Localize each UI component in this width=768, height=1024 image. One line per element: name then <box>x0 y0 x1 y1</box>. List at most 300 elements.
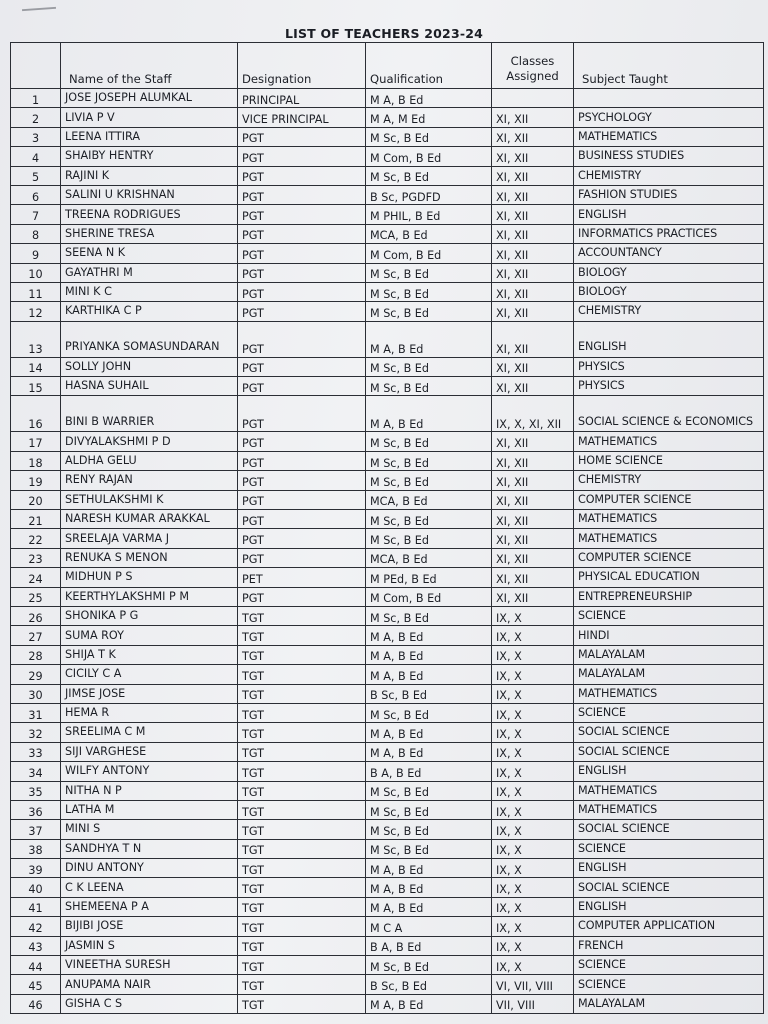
staff-name: SREELAJA VARMA J <box>61 529 238 548</box>
table-row <box>11 471 764 490</box>
designation: TGT <box>238 800 366 819</box>
table-row <box>11 665 764 684</box>
row-number: 1 <box>11 89 61 108</box>
table-row <box>11 396 764 432</box>
staff-name: JOSE JOSEPH ALUMKAL <box>61 89 238 108</box>
table-row <box>11 108 764 127</box>
subject-taught: ENGLISH <box>574 205 764 224</box>
designation: TGT <box>238 936 366 955</box>
designation: PGT <box>238 490 366 509</box>
classes-assigned: IX, X <box>492 742 574 761</box>
staff-name: LATHA M <box>61 800 238 819</box>
qualification: M Sc, B Ed <box>366 166 492 185</box>
subject-taught: MATHEMATICS <box>574 127 764 146</box>
subject-taught: SOCIAL SCIENCE <box>574 723 764 742</box>
classes-assigned: IX, X <box>492 703 574 722</box>
classes-assigned: IX, X, XI, XII <box>492 396 574 432</box>
classes-assigned: XI, XII <box>492 302 574 321</box>
qualification: M Com, B Ed <box>366 147 492 166</box>
table-row <box>11 645 764 664</box>
table-row <box>11 587 764 606</box>
staff-name: HASNA SUHAIL <box>61 377 238 396</box>
designation: TGT <box>238 917 366 936</box>
subject-taught: CHEMISTRY <box>574 302 764 321</box>
table-row <box>11 451 764 470</box>
table-row <box>11 936 764 955</box>
classes-assigned: XI, XII <box>492 529 574 548</box>
document-title: LIST OF TEACHERS 2023-24 <box>284 26 484 41</box>
row-number: 17 <box>11 432 61 451</box>
table-row <box>11 185 764 204</box>
classes-assigned: IX, X <box>492 684 574 703</box>
subject-taught: SOCIAL SCIENCE & ECONOMICS <box>574 396 764 432</box>
qualification: M A, B Ed <box>366 396 492 432</box>
table-row <box>11 377 764 396</box>
qualification: M Sc, B Ed <box>366 703 492 722</box>
subject-taught: CHEMISTRY <box>574 471 764 490</box>
classes-assigned: XI, XII <box>492 108 574 127</box>
col-header-designation: Designation <box>238 43 366 89</box>
staff-name: SHONIKA P G <box>61 606 238 625</box>
classes-assigned: IX, X <box>492 897 574 916</box>
classes-assigned: IX, X <box>492 606 574 625</box>
qualification: M Sc, B Ed <box>366 377 492 396</box>
designation: TGT <box>238 839 366 858</box>
classes-assigned: XI, XII <box>492 490 574 509</box>
classes-assigned: XI, XII <box>492 224 574 243</box>
subject-taught: MALAYALAM <box>574 645 764 664</box>
subject-taught: ENGLISH <box>574 859 764 878</box>
staff-name: SHIJA T K <box>61 645 238 664</box>
staff-name: NITHA N P <box>61 781 238 800</box>
qualification: M Sc, B Ed <box>366 471 492 490</box>
staff-name: SETHULAKSHMI K <box>61 490 238 509</box>
classes-assigned: IX, X <box>492 723 574 742</box>
classes-assigned: XI, XII <box>492 321 574 357</box>
designation: TGT <box>238 897 366 916</box>
subject-taught: SOCIAL SCIENCE <box>574 742 764 761</box>
qualification: M Sc, B Ed <box>366 451 492 470</box>
table-row <box>11 606 764 625</box>
table-row <box>11 127 764 146</box>
table-row <box>11 820 764 839</box>
table-row <box>11 897 764 916</box>
classes-assigned: XI, XII <box>492 205 574 224</box>
subject-taught: INFORMATICS PRACTICES <box>574 224 764 243</box>
qualification: M Sc, B Ed <box>366 510 492 529</box>
qualification: M Sc, B Ed <box>366 302 492 321</box>
table-row <box>11 302 764 321</box>
qualification: B A, B Ed <box>366 936 492 955</box>
table-row <box>11 490 764 509</box>
classes-assigned: IX, X <box>492 781 574 800</box>
designation: PGT <box>238 263 366 282</box>
row-number: 13 <box>11 321 61 357</box>
row-number: 10 <box>11 263 61 282</box>
row-number: 21 <box>11 510 61 529</box>
designation: TGT <box>238 606 366 625</box>
row-number: 39 <box>11 859 61 878</box>
table-row <box>11 703 764 722</box>
designation: TGT <box>238 878 366 897</box>
designation: PGT <box>238 396 366 432</box>
row-number: 5 <box>11 166 61 185</box>
subject-taught: COMPUTER SCIENCE <box>574 548 764 567</box>
designation: VICE PRINCIPAL <box>238 108 366 127</box>
designation: PGT <box>238 451 366 470</box>
subject-taught: MALAYALAM <box>574 665 764 684</box>
staff-name: VINEETHA SURESH <box>61 956 238 975</box>
classes-assigned: XI, XII <box>492 263 574 282</box>
classes-assigned: XI, XII <box>492 548 574 567</box>
subject-taught: SOCIAL SCIENCE <box>574 878 764 897</box>
classes-assigned: XI, XII <box>492 510 574 529</box>
subject-taught: SCIENCE <box>574 956 764 975</box>
staff-name: WILFY ANTONY <box>61 762 238 781</box>
subject-taught: MATHEMATICS <box>574 432 764 451</box>
table-header-row <box>11 43 764 89</box>
designation: TGT <box>238 781 366 800</box>
subject-taught: ENTREPRENEURSHIP <box>574 587 764 606</box>
subject-taught: COMPUTER APPLICATION <box>574 917 764 936</box>
designation: PGT <box>238 166 366 185</box>
row-number: 14 <box>11 357 61 376</box>
classes-assigned: XI, XII <box>492 451 574 470</box>
row-number: 6 <box>11 185 61 204</box>
designation: PGT <box>238 282 366 301</box>
subject-taught: ENGLISH <box>574 762 764 781</box>
qualification: M A, B Ed <box>366 321 492 357</box>
table-row <box>11 224 764 243</box>
subject-taught: SOCIAL SCIENCE <box>574 820 764 839</box>
qualification: M Sc, B Ed <box>366 956 492 975</box>
subject-taught: ENGLISH <box>574 321 764 357</box>
row-number: 20 <box>11 490 61 509</box>
designation: PET <box>238 568 366 587</box>
table-row <box>11 568 764 587</box>
row-number: 18 <box>11 451 61 470</box>
classes-assigned: XI, XII <box>492 244 574 263</box>
subject-taught: MATHEMATICS <box>574 529 764 548</box>
designation: TGT <box>238 684 366 703</box>
staff-name: SUMA ROY <box>61 626 238 645</box>
subject-taught: MATHEMATICS <box>574 800 764 819</box>
staff-name: C K LEENA <box>61 878 238 897</box>
table-row <box>11 529 764 548</box>
classes-assigned: IX, X <box>492 917 574 936</box>
staff-name: SEENA N K <box>61 244 238 263</box>
classes-assigned: XI, XII <box>492 282 574 301</box>
classes-assigned: IX, X <box>492 878 574 897</box>
row-number: 24 <box>11 568 61 587</box>
table-row <box>11 244 764 263</box>
classes-assigned: XI, XII <box>492 432 574 451</box>
designation: PGT <box>238 471 366 490</box>
row-number: 22 <box>11 529 61 548</box>
qualification: M A, B Ed <box>366 859 492 878</box>
table-row <box>11 975 764 994</box>
row-number: 30 <box>11 684 61 703</box>
col-header-classes-line2: Assigned <box>506 69 559 84</box>
staff-name: KEERTHYLAKSHMI P M <box>61 587 238 606</box>
table-row <box>11 282 764 301</box>
designation: PGT <box>238 587 366 606</box>
row-number: 42 <box>11 917 61 936</box>
qualification: M A, B Ed <box>366 665 492 684</box>
staff-name: SANDHYA T N <box>61 839 238 858</box>
designation: TGT <box>238 626 366 645</box>
staff-name: LEENA ITTIRA <box>61 127 238 146</box>
row-number: 11 <box>11 282 61 301</box>
staff-name: MIDHUN P S <box>61 568 238 587</box>
staff-name: KARTHIKA C P <box>61 302 238 321</box>
staff-name: ALDHA GELU <box>61 451 238 470</box>
subject-taught: BIOLOGY <box>574 263 764 282</box>
col-header-no <box>11 43 61 89</box>
row-number: 41 <box>11 897 61 916</box>
row-number: 4 <box>11 147 61 166</box>
subject-taught: HOME SCIENCE <box>574 451 764 470</box>
staff-name: HEMA R <box>61 703 238 722</box>
row-number: 33 <box>11 742 61 761</box>
staff-name: JASMIN S <box>61 936 238 955</box>
qualification: M PEd, B Ed <box>366 568 492 587</box>
qualification: M A, B Ed <box>366 742 492 761</box>
designation: TGT <box>238 742 366 761</box>
table-row <box>11 263 764 282</box>
designation: TGT <box>238 703 366 722</box>
qualification: M A, B Ed <box>366 89 492 108</box>
row-number: 29 <box>11 665 61 684</box>
table-row <box>11 781 764 800</box>
qualification: M A, B Ed <box>366 994 492 1013</box>
qualification: M Com, B Ed <box>366 587 492 606</box>
classes-assigned: IX, X <box>492 762 574 781</box>
qualification: M C A <box>366 917 492 936</box>
classes-assigned: IX, X <box>492 936 574 955</box>
col-header-subject: Subject Taught <box>574 43 764 89</box>
table-row <box>11 762 764 781</box>
subject-taught: PHYSICS <box>574 377 764 396</box>
classes-assigned: XI, XII <box>492 471 574 490</box>
qualification: M A, B Ed <box>366 645 492 664</box>
qualification: M Sc, B Ed <box>366 781 492 800</box>
col-header-classes-line1: Classes <box>510 53 555 68</box>
classes-assigned: XI, XII <box>492 147 574 166</box>
row-number: 46 <box>11 994 61 1013</box>
classes-assigned: IX, X <box>492 859 574 878</box>
staff-name: SHERINE TRESA <box>61 224 238 243</box>
qualification: M Sc, B Ed <box>366 839 492 858</box>
subject-taught: SCIENCE <box>574 975 764 994</box>
row-number: 7 <box>11 205 61 224</box>
staff-name: DINU ANTONY <box>61 859 238 878</box>
table-row <box>11 878 764 897</box>
qualification: MCA, B Ed <box>366 224 492 243</box>
subject-taught: MATHEMATICS <box>574 510 764 529</box>
staff-name: RENY RAJAN <box>61 471 238 490</box>
staff-name: ANUPAMA NAIR <box>61 975 238 994</box>
subject-taught: FASHION STUDIES <box>574 185 764 204</box>
classes-assigned: XI, XII <box>492 568 574 587</box>
table-row <box>11 800 764 819</box>
designation: TGT <box>238 956 366 975</box>
row-number: 40 <box>11 878 61 897</box>
table-row <box>11 321 764 357</box>
row-number: 12 <box>11 302 61 321</box>
staff-name: SREELIMA C M <box>61 723 238 742</box>
subject-taught: PSYCHOLOGY <box>574 108 764 127</box>
designation: PRINCIPAL <box>238 89 366 108</box>
col-header-classes <box>492 43 574 89</box>
designation: TGT <box>238 665 366 684</box>
qualification: M Sc, B Ed <box>366 606 492 625</box>
designation: TGT <box>238 975 366 994</box>
classes-assigned: XI, XII <box>492 377 574 396</box>
subject-taught: SCIENCE <box>574 703 764 722</box>
classes-assigned: XI, XII <box>492 357 574 376</box>
qualification: M A, B Ed <box>366 897 492 916</box>
subject-taught: COMPUTER SCIENCE <box>574 490 764 509</box>
qualification: B Sc, B Ed <box>366 684 492 703</box>
qualification: M Sc, B Ed <box>366 263 492 282</box>
qualification: M Sc, B Ed <box>366 282 492 301</box>
row-number: 15 <box>11 377 61 396</box>
staff-name: SALINI U KRISHNAN <box>61 185 238 204</box>
table-row <box>11 147 764 166</box>
qualification: M Com, B Ed <box>366 244 492 263</box>
classes-assigned: IX, X <box>492 839 574 858</box>
designation: PGT <box>238 548 366 567</box>
row-number: 3 <box>11 127 61 146</box>
subject-taught: SCIENCE <box>574 606 764 625</box>
table-row <box>11 742 764 761</box>
staff-name: RENUKA S MENON <box>61 548 238 567</box>
qualification: M A, B Ed <box>366 626 492 645</box>
designation: PGT <box>238 321 366 357</box>
qualification: M Sc, B Ed <box>366 800 492 819</box>
row-number: 43 <box>11 936 61 955</box>
table-row <box>11 626 764 645</box>
staff-name: JIMSE JOSE <box>61 684 238 703</box>
classes-assigned: IX, X <box>492 645 574 664</box>
designation: TGT <box>238 723 366 742</box>
designation: PGT <box>238 185 366 204</box>
designation: PGT <box>238 205 366 224</box>
row-number: 27 <box>11 626 61 645</box>
staff-name: TREENA RODRIGUES <box>61 205 238 224</box>
row-number: 28 <box>11 645 61 664</box>
subject-taught: MATHEMATICS <box>574 781 764 800</box>
classes-assigned: IX, X <box>492 820 574 839</box>
classes-assigned: VII, VIII <box>492 994 574 1013</box>
row-number: 25 <box>11 587 61 606</box>
col-header-name: Name of the Staff <box>61 43 238 89</box>
subject-taught: HINDI <box>574 626 764 645</box>
designation: PGT <box>238 377 366 396</box>
row-number: 19 <box>11 471 61 490</box>
teachers-table <box>10 42 764 1014</box>
staff-name: GISHA C S <box>61 994 238 1013</box>
row-number: 9 <box>11 244 61 263</box>
table-row <box>11 166 764 185</box>
classes-assigned: XI, XII <box>492 127 574 146</box>
staff-name: SHAIBY HENTRY <box>61 147 238 166</box>
subject-taught: BIOLOGY <box>574 282 764 301</box>
designation: PGT <box>238 357 366 376</box>
row-number: 36 <box>11 800 61 819</box>
classes-assigned: IX, X <box>492 800 574 819</box>
classes-assigned <box>492 89 574 108</box>
staff-name: RAJINI K <box>61 166 238 185</box>
staff-name: GAYATHRI M <box>61 263 238 282</box>
classes-assigned: IX, X <box>492 956 574 975</box>
classes-assigned: XI, XII <box>492 166 574 185</box>
subject-taught: FRENCH <box>574 936 764 955</box>
staff-name: CICILY C A <box>61 665 238 684</box>
row-number: 37 <box>11 820 61 839</box>
table-row <box>11 723 764 742</box>
row-number: 2 <box>11 108 61 127</box>
pen-mark <box>22 7 56 11</box>
staff-name: MINI K C <box>61 282 238 301</box>
table-row <box>11 357 764 376</box>
subject-taught: ACCOUNTANCY <box>574 244 764 263</box>
qualification: B Sc, PGDFD <box>366 185 492 204</box>
row-number: 32 <box>11 723 61 742</box>
qualification: B Sc, B Ed <box>366 975 492 994</box>
subject-taught: CHEMISTRY <box>574 166 764 185</box>
subject-taught <box>574 89 764 108</box>
row-number: 35 <box>11 781 61 800</box>
designation: PGT <box>238 302 366 321</box>
qualification: M Sc, B Ed <box>366 357 492 376</box>
row-number: 16 <box>11 396 61 432</box>
table-row <box>11 89 764 108</box>
classes-assigned: IX, X <box>492 665 574 684</box>
row-number: 23 <box>11 548 61 567</box>
table-row <box>11 859 764 878</box>
table-row <box>11 205 764 224</box>
subject-taught: PHYSICAL EDUCATION <box>574 568 764 587</box>
row-number: 44 <box>11 956 61 975</box>
table-row <box>11 956 764 975</box>
row-number: 31 <box>11 703 61 722</box>
subject-taught: PHYSICS <box>574 357 764 376</box>
staff-name: MINI S <box>61 820 238 839</box>
classes-assigned: VI, VII, VIII <box>492 975 574 994</box>
designation: TGT <box>238 994 366 1013</box>
qualification: M PHIL, B Ed <box>366 205 492 224</box>
staff-name: BIJIBI JOSE <box>61 917 238 936</box>
qualification: M Sc, B Ed <box>366 127 492 146</box>
qualification: M Sc, B Ed <box>366 432 492 451</box>
qualification: M A, B Ed <box>366 878 492 897</box>
designation: TGT <box>238 859 366 878</box>
subject-taught: BUSINESS STUDIES <box>574 147 764 166</box>
staff-name: SHEMEENA P A <box>61 897 238 916</box>
staff-name: PRIYANKA SOMASUNDARAN <box>61 321 238 357</box>
designation: TGT <box>238 820 366 839</box>
designation: PGT <box>238 147 366 166</box>
qualification: M A, B Ed <box>366 723 492 742</box>
subject-taught: MATHEMATICS <box>574 684 764 703</box>
table-row <box>11 994 764 1013</box>
qualification: M A, M Ed <box>366 108 492 127</box>
designation: TGT <box>238 645 366 664</box>
classes-assigned: XI, XII <box>492 587 574 606</box>
table-row <box>11 839 764 858</box>
